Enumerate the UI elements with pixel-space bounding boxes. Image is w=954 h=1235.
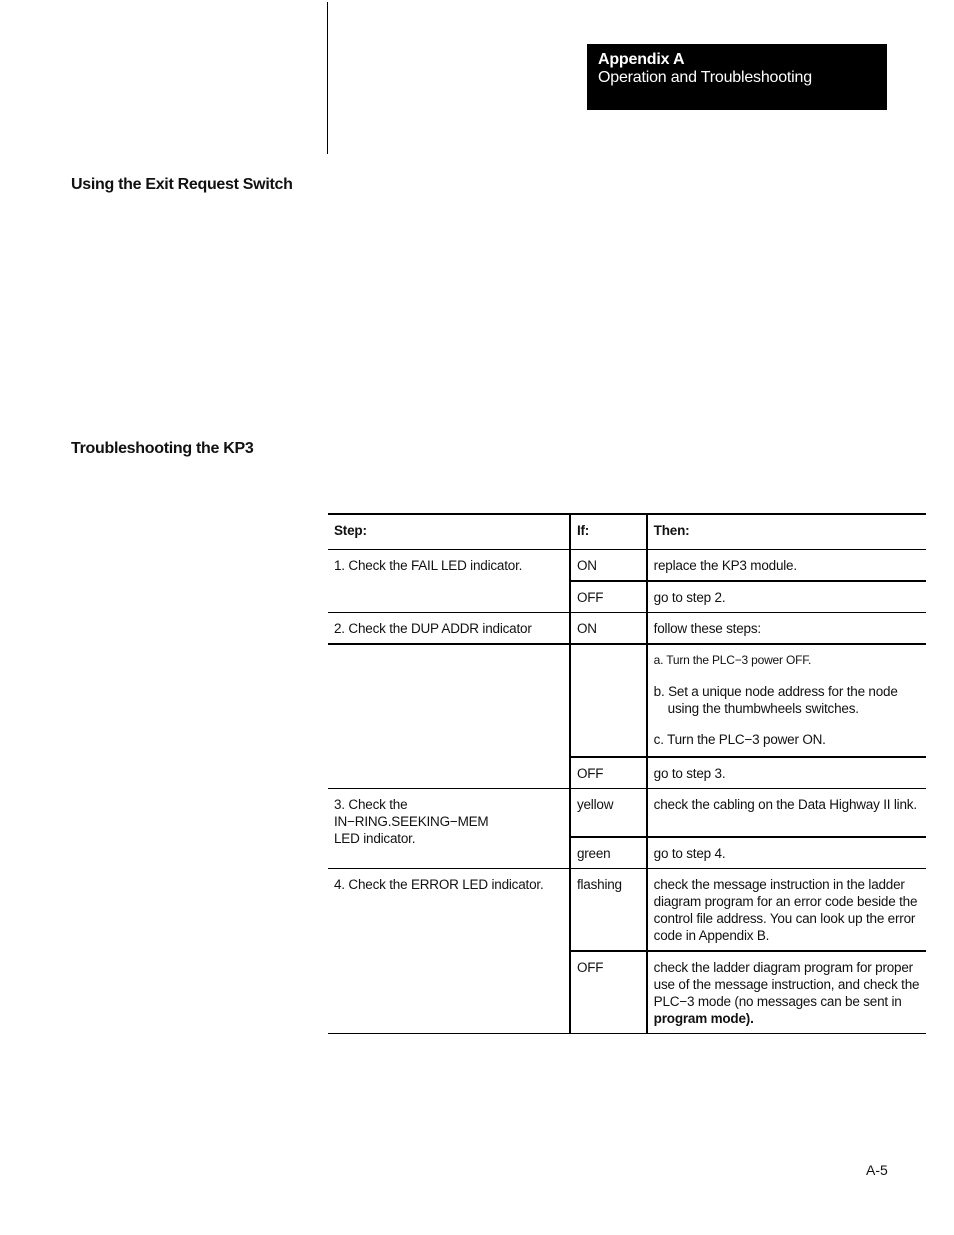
- step-1-then-off: go to step 2.: [653, 590, 726, 605]
- chapter-header: [587, 44, 887, 110]
- sub-step-c: c. Turn the PLC−3 power ON.: [653, 732, 826, 747]
- step-2-then-off: go to step 3.: [653, 766, 726, 781]
- table-row: [328, 644, 926, 757]
- sub-step-b-line1: b. Set a unique node address for the node: [653, 684, 898, 699]
- step-3-if-yellow: yellow: [576, 797, 614, 812]
- step-3-then-yellow: check the cabling on the Data Highway II link.: [653, 797, 917, 812]
- margin-rule: [327, 2, 328, 154]
- step-4-then-off-bold: program mode).: [653, 1011, 754, 1026]
- table-row: [328, 613, 926, 645]
- table-row: [328, 550, 926, 582]
- step-4-then-off-text: check the ladder diagram program for proper use of the message instruction, and check the PLC−3 mode (no messages can be sent in: [653, 960, 920, 1009]
- heading-exit-request-switch: Using the Exit Request Switch: [71, 176, 293, 193]
- step-4-if-flashing: flashing: [576, 877, 622, 892]
- sub-step-a: a. Turn the PLC−3 power OFF.: [653, 653, 812, 667]
- step-3-line1: 3. Check the IN−RING.SEEKING−MEM: [334, 797, 489, 829]
- step-3-if-green: green: [576, 846, 611, 861]
- step-2-if-on: ON: [576, 621, 597, 636]
- header-step: Step:: [334, 523, 367, 538]
- step-1-if-off: OFF: [576, 590, 604, 605]
- step-4-if-off: OFF: [576, 960, 604, 975]
- step-2-then-on: follow these steps:: [653, 621, 761, 636]
- step-3-then-green: go to step 4.: [653, 846, 726, 861]
- step-1-then-on: replace the KP3 module.: [653, 558, 797, 573]
- step-2-text: 2. Check the DUP ADDR indicator: [334, 621, 532, 636]
- troubleshooting-table: [328, 513, 926, 1034]
- step-2-sub-steps: [648, 645, 926, 756]
- page-number: A-5: [866, 1162, 888, 1178]
- appendix-title: Operation and Troubleshooting: [598, 69, 812, 86]
- table-header-row: [328, 514, 926, 550]
- step-4-then-flashing: check the message instruction in the ladder diagram program for an error code beside the control file address. You can look up the error code in Appendix B.: [653, 877, 918, 943]
- step-4-then-off: [648, 952, 926, 1033]
- sub-step-b: [654, 683, 920, 717]
- heading-troubleshooting: Troubleshooting the KP3: [71, 440, 254, 457]
- step-1-text: 1. Check the FAIL LED indicator.: [334, 558, 523, 573]
- table-row: [328, 789, 926, 838]
- header-if: If:: [576, 523, 590, 538]
- appendix-label: Appendix A: [598, 51, 685, 68]
- header-then: Then:: [653, 523, 690, 538]
- sub-step-b-line2: using the thumbwheels switches.: [667, 701, 859, 716]
- step-4-text: 4. Check the ERROR LED indicator.: [334, 877, 544, 892]
- table-row: [328, 869, 926, 952]
- step-2-if-off: OFF: [576, 766, 604, 781]
- step-3-line2: LED indicator.: [334, 831, 416, 846]
- step-3-text: [328, 789, 569, 853]
- step-1-if-on: ON: [576, 558, 597, 573]
